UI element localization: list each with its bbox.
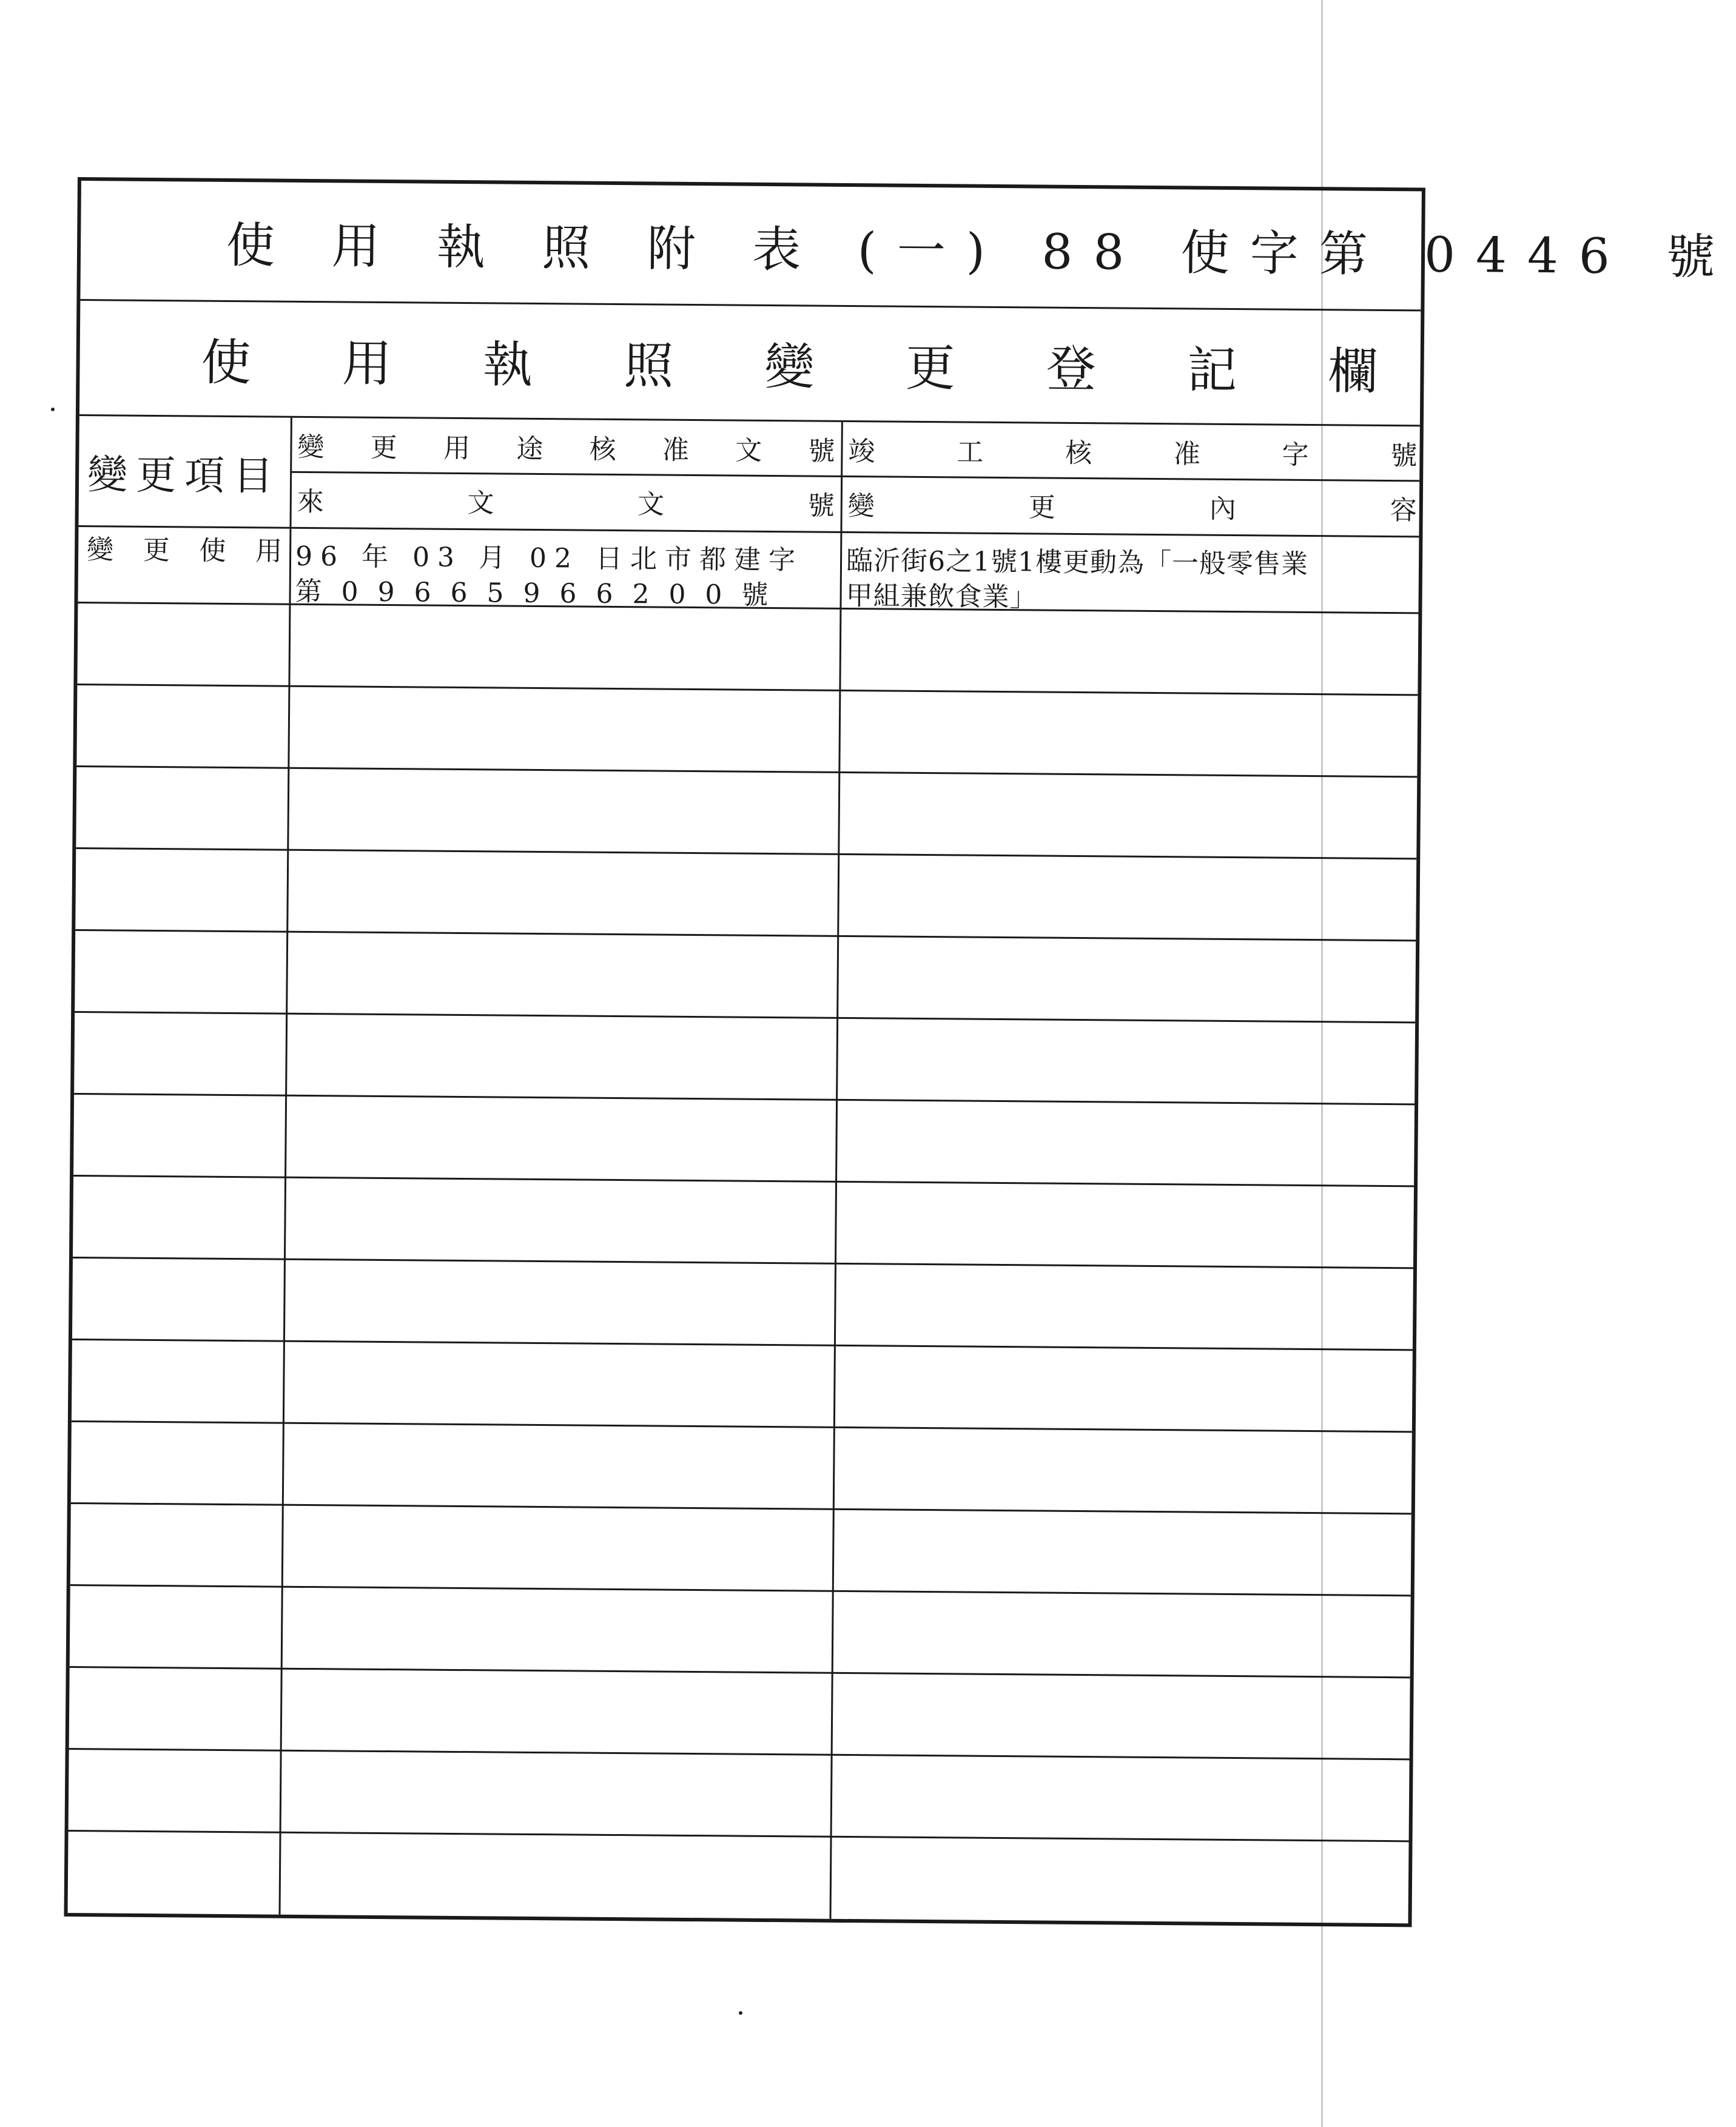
approval-doc-header — [297, 418, 835, 475]
entry-content-line-2: 甲組兼飲食業」 — [846, 580, 1037, 613]
subtitle-char: 用 — [341, 335, 392, 394]
header-char: 號 — [808, 435, 835, 467]
subtitle-char: 欄 — [1328, 343, 1378, 401]
scan-speck — [51, 408, 55, 411]
item-char: 變 — [86, 534, 114, 566]
header-char: 工 — [957, 437, 984, 468]
record-grid — [68, 416, 1420, 1923]
subtitle-char: 執 — [482, 336, 533, 394]
entry-content-line-1: 臨沂街6之1號1樓更動為「一般零售業 — [846, 545, 1309, 580]
row-divider — [76, 765, 1417, 778]
header-char: 准 — [1173, 439, 1201, 470]
row-divider — [71, 1502, 1411, 1514]
header-char: 用 — [443, 432, 471, 465]
row-divider — [76, 847, 1416, 859]
column-divider — [279, 418, 292, 1915]
entry-doc-line-1: 96 年 03 月 02 日北市都建字 — [295, 540, 804, 576]
header-char: 文 — [735, 435, 762, 466]
row-divider — [77, 684, 1418, 696]
row-divider — [69, 1830, 1409, 1842]
row-divider — [75, 929, 1416, 941]
row-divider — [75, 1011, 1415, 1023]
header-char: 容 — [1390, 495, 1417, 526]
item-char: 使 — [199, 535, 226, 566]
entry-doc-line-2: 第 0 9 6 6 5 9 6 6 2 0 0 號 — [295, 576, 774, 611]
header-char: 准 — [662, 434, 690, 466]
header-char: 文 — [637, 489, 665, 520]
row-divider — [74, 1093, 1415, 1105]
header-char: 文 — [467, 488, 494, 519]
row-divider — [73, 1257, 1413, 1269]
column-divider — [829, 422, 843, 1919]
form-title: 使 用 執 照 附 表 (一) 88 使字第 0446 號 — [80, 181, 1421, 311]
form-subtitle — [79, 301, 1421, 426]
row-divider — [73, 1175, 1414, 1187]
header-char: 核 — [589, 434, 616, 465]
change-item-header: 變更項目 — [87, 451, 282, 500]
subtitle-char: 記 — [1186, 341, 1237, 400]
completion-approval-header — [848, 422, 1418, 480]
header-char: 字 — [1282, 439, 1309, 471]
header-char: 途 — [516, 433, 543, 465]
item-char: 更 — [143, 534, 170, 566]
header-char: 號 — [1390, 440, 1418, 472]
item-char: 用 — [255, 536, 283, 567]
subtitle-char: 使 — [201, 334, 251, 392]
entry-item-cell — [87, 529, 282, 567]
header-char: 竣 — [848, 435, 875, 468]
header-char: 更 — [370, 432, 397, 464]
change-content-header — [847, 475, 1417, 536]
header-char: 內 — [1209, 493, 1236, 525]
subtitle-char: 照 — [623, 337, 674, 395]
row-divider — [70, 1666, 1410, 1678]
change-registration-form — [64, 177, 1736, 1927]
header-char: 變 — [847, 490, 875, 522]
row-divider — [70, 1584, 1411, 1596]
incoming-doc-header — [297, 471, 835, 531]
row-divider — [72, 1420, 1412, 1433]
header-char: 變 — [297, 431, 325, 463]
header-char: 更 — [1028, 492, 1055, 523]
header-char: 來 — [297, 486, 325, 518]
row-divider — [72, 1339, 1413, 1351]
subtitle-char: 登 — [1046, 340, 1097, 399]
header-char: 號 — [807, 490, 835, 522]
header-char: 核 — [1065, 437, 1092, 469]
scan-speck — [739, 2011, 742, 2015]
subtitle-char: 更 — [905, 339, 956, 398]
row-divider — [69, 1748, 1410, 1760]
subtitle-char: 變 — [764, 338, 815, 397]
